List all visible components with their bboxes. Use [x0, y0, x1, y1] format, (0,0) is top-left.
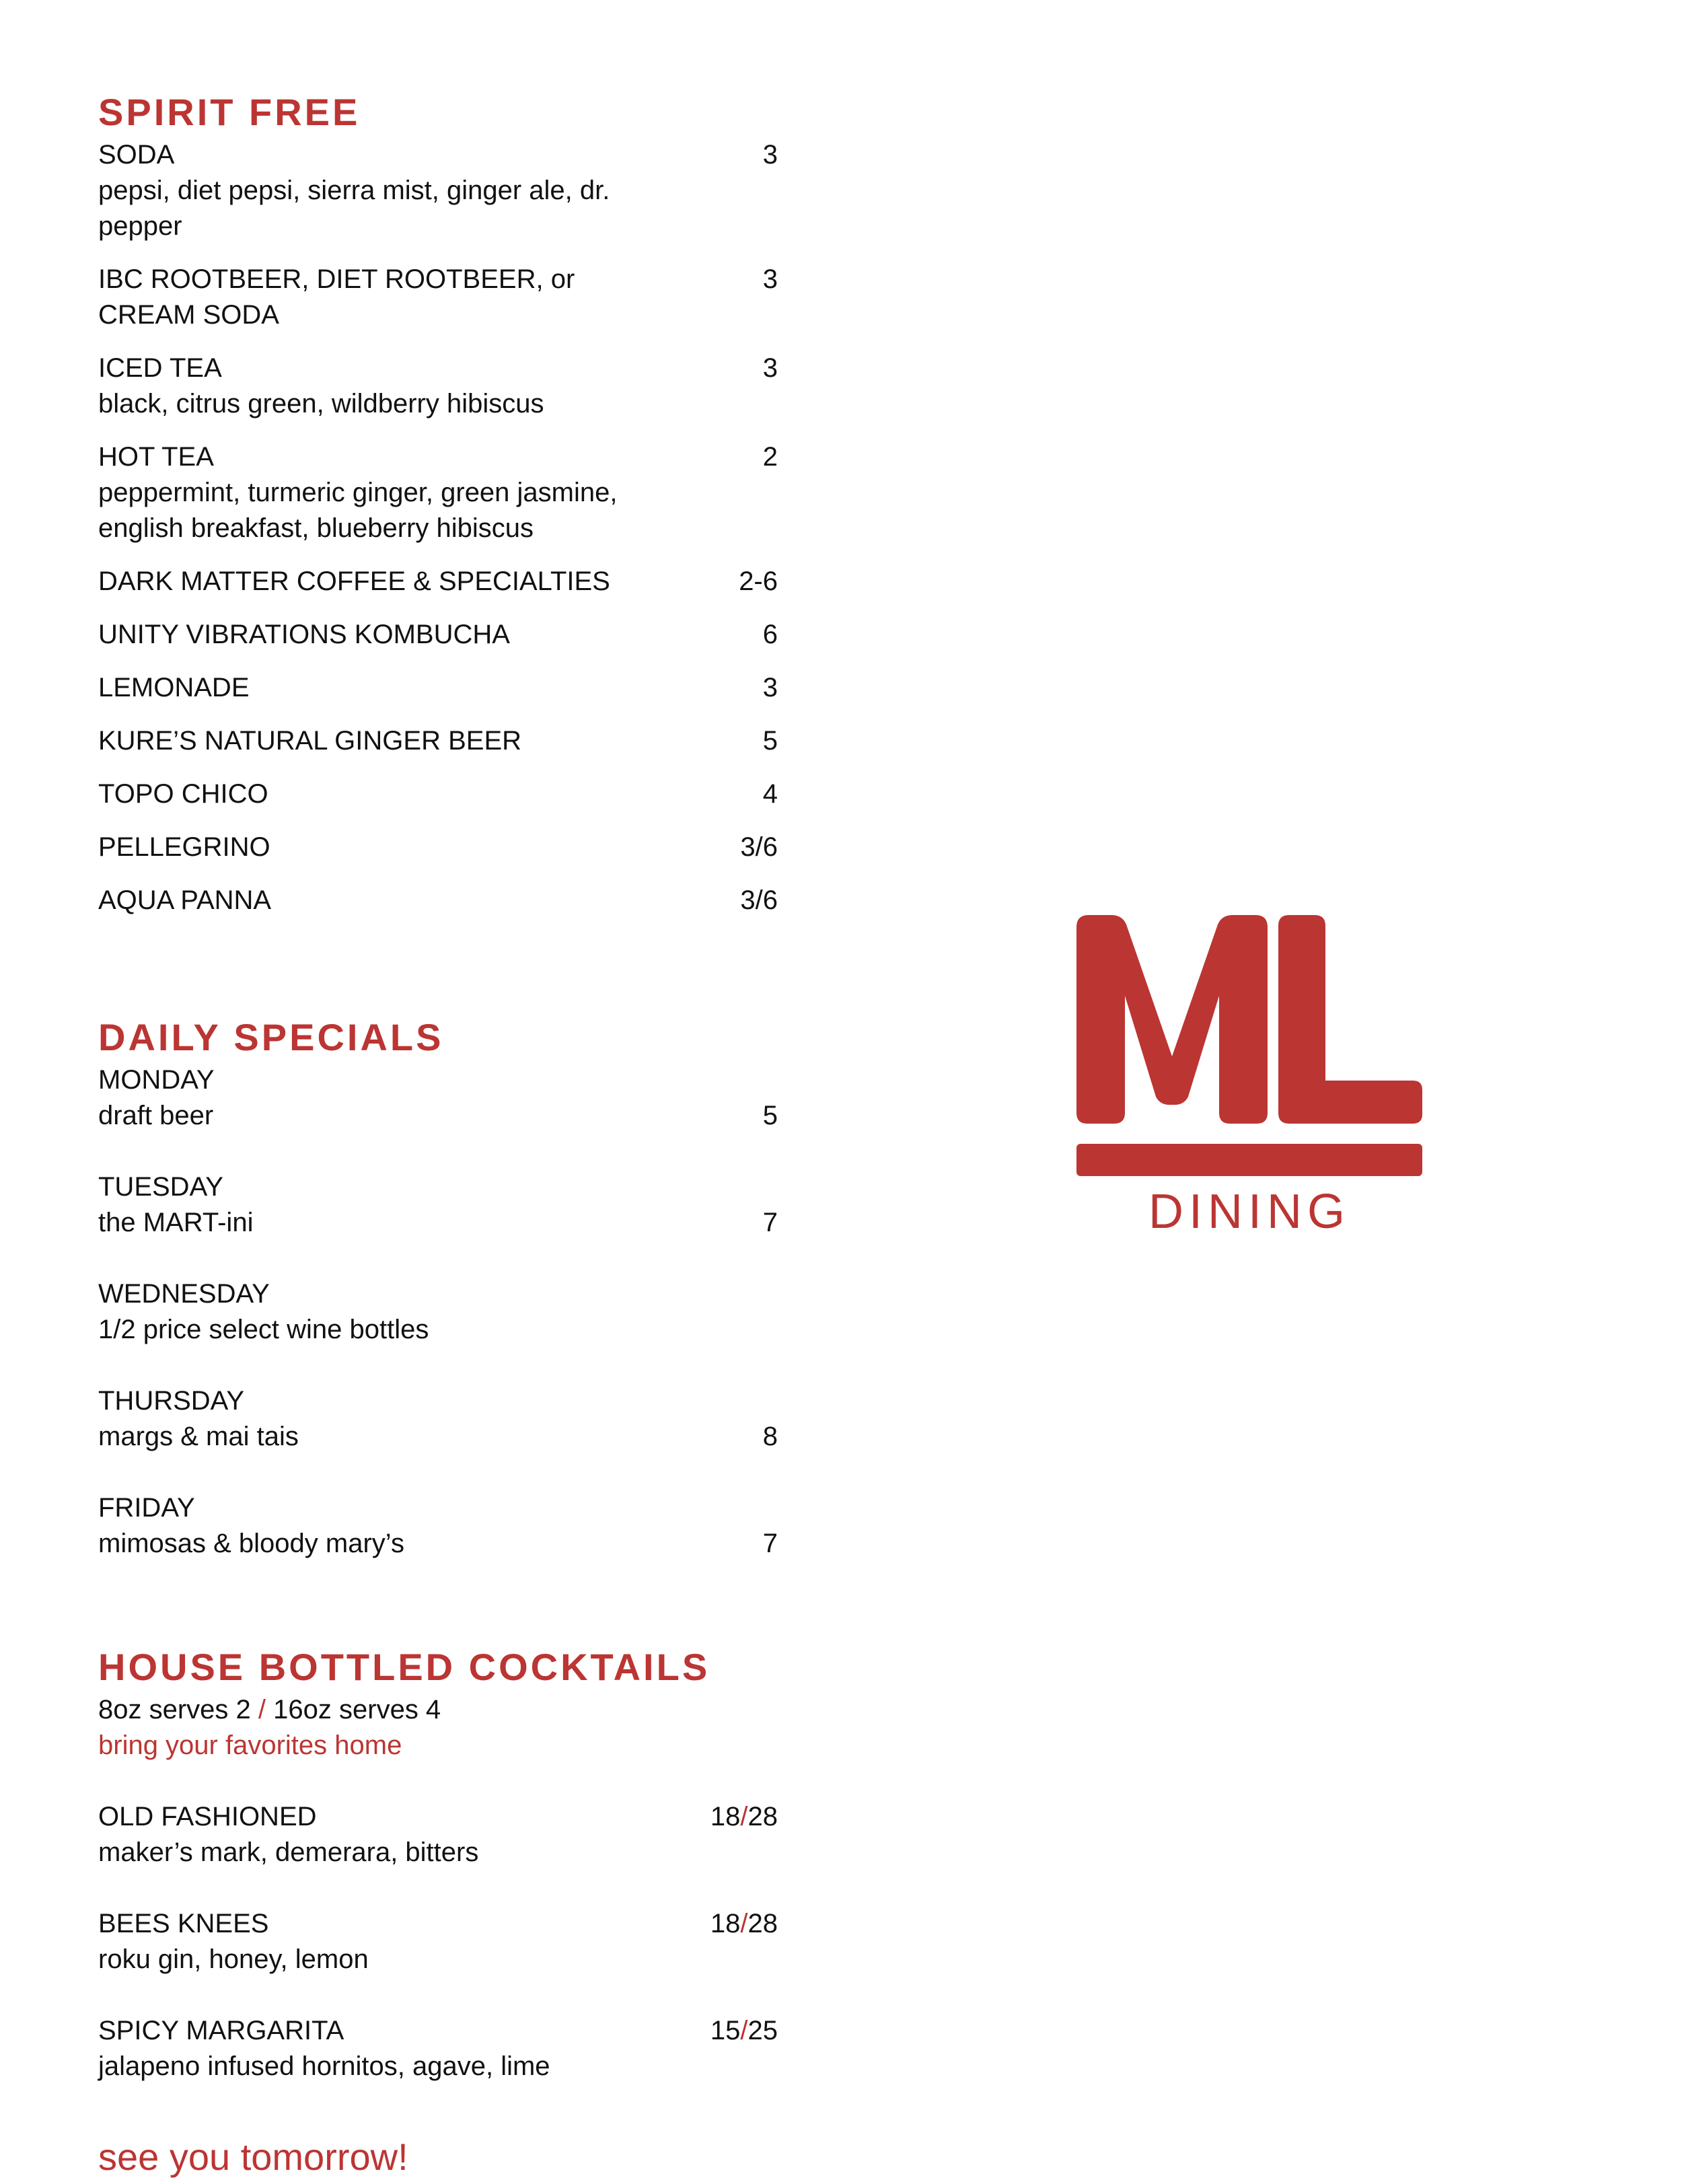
serving-sizes — [98, 1692, 778, 1728]
menu-item-ginger-beer — [98, 723, 778, 759]
menu-item-topo-chico — [98, 776, 778, 812]
cocktail-spicy-margarita — [98, 2013, 778, 2084]
spirit-free-section — [98, 87, 778, 918]
price-small: 15 — [710, 2016, 741, 2045]
price-small: 18 — [710, 1909, 741, 1938]
item-description-line-2: english breakfast, blueberry hibiscus — [98, 513, 534, 543]
item-name: LEMONADE — [98, 673, 250, 702]
item-name: PELLEGRINO — [98, 832, 270, 862]
special-day: THURSDAY — [98, 1386, 245, 1416]
cocktail-price — [710, 1906, 778, 1942]
price-separator: / — [740, 2016, 748, 2045]
cocktail-name: BEES KNEES — [98, 1909, 269, 1938]
special-description: 1/2 price select wine bottles — [98, 1315, 429, 1344]
special-wednesday — [98, 1276, 778, 1348]
cocktails-tagline: bring your favorites home — [98, 1731, 402, 1760]
special-day: WEDNESDAY — [98, 1279, 270, 1309]
cocktail-price — [710, 2013, 778, 2049]
special-thursday — [98, 1383, 778, 1455]
cocktail-description: roku gin, honey, lemon — [98, 1944, 369, 1974]
section-title-daily-specials: DAILY SPECIALS — [98, 1016, 444, 1058]
item-price: 3/6 — [740, 832, 778, 862]
price-separator: / — [740, 1909, 748, 1938]
daily-specials-section — [98, 1013, 778, 1562]
cocktail-description: jalapeno infused hornitos, agave, lime — [98, 2051, 550, 2081]
menu-item-pellegrino — [98, 830, 778, 865]
serving-large: 16oz serves 4 — [273, 1695, 441, 1724]
item-description: pepsi, diet pepsi, sierra mist, ginger ale, dr. pepper — [98, 176, 610, 241]
menu-column — [98, 87, 778, 2184]
menu-item-lemonade — [98, 670, 778, 706]
special-day: MONDAY — [98, 1065, 215, 1095]
item-name: DARK MATTER COFFEE & SPECIALTIES — [98, 567, 610, 596]
item-name: ICED TEA — [98, 353, 222, 383]
cocktail-name: OLD FASHIONED — [98, 1802, 317, 1831]
item-price: 3 — [762, 140, 778, 170]
item-name: SODA — [98, 140, 175, 170]
menu-item-rootbeer — [98, 262, 778, 333]
closing-message: see you tomorrow! — [98, 2136, 408, 2178]
cocktail-bees-knees — [98, 1906, 778, 1977]
item-price: 2 — [762, 442, 778, 472]
ml-dining-logo — [1076, 915, 1426, 1239]
price-large: 28 — [747, 1909, 778, 1938]
special-price: 5 — [762, 1101, 778, 1130]
special-day: TUESDAY — [98, 1172, 223, 1202]
serving-separator: / — [258, 1695, 266, 1724]
special-description: mimosas & bloody mary’s — [98, 1529, 404, 1558]
serving-small: 8oz serves 2 — [98, 1695, 251, 1724]
special-friday — [98, 1490, 778, 1562]
special-description: draft beer — [98, 1101, 214, 1130]
cocktail-old-fashioned — [98, 1799, 778, 1870]
menu-item-aqua-panna — [98, 883, 778, 918]
item-name: HOT TEA — [98, 442, 214, 472]
item-price: 3/6 — [740, 885, 778, 915]
special-day: FRIDAY — [98, 1493, 195, 1523]
special-price: 7 — [762, 1208, 778, 1237]
item-price: 6 — [762, 620, 778, 649]
item-price: 3 — [762, 673, 778, 702]
special-description: the MART-ini — [98, 1208, 254, 1237]
cocktail-price — [710, 1799, 778, 1835]
price-large: 25 — [747, 2016, 778, 2045]
logo-subtitle: DINING — [1148, 1185, 1350, 1239]
menu-item-coffee — [98, 564, 778, 599]
item-price: 5 — [762, 726, 778, 756]
menu-item-soda — [98, 137, 778, 244]
special-price: 8 — [762, 1422, 778, 1451]
special-monday — [98, 1062, 778, 1134]
item-description: peppermint, turmeric ginger, green jasmine, — [98, 478, 618, 507]
section-spacer — [98, 918, 778, 1013]
item-name: UNITY VIBRATIONS KOMBUCHA — [98, 620, 510, 649]
special-price: 7 — [762, 1529, 778, 1558]
item-price: 3 — [762, 353, 778, 383]
section-title-house-cocktails: HOUSE BOTTLED COCKTAILS — [98, 1646, 710, 1688]
item-description: black, citrus green, wildberry hibiscus — [98, 389, 544, 418]
item-name: KURE’S NATURAL GINGER BEER — [98, 726, 522, 756]
menu-item-hot-tea — [98, 439, 778, 546]
price-separator: / — [740, 1802, 748, 1831]
section-title-spirit-free: SPIRIT FREE — [98, 91, 361, 133]
special-tuesday — [98, 1169, 778, 1241]
cocktail-description: maker’s mark, demerara, bitters — [98, 1837, 479, 1867]
section-spacer — [98, 1562, 778, 1642]
item-name: AQUA PANNA — [98, 885, 272, 915]
logo-letters — [1076, 915, 1426, 1130]
menu-item-iced-tea — [98, 351, 778, 422]
item-price: 4 — [762, 779, 778, 809]
item-name: TOPO CHICO — [98, 779, 268, 809]
menu-item-kombucha — [98, 617, 778, 653]
price-large: 28 — [747, 1802, 778, 1831]
cocktails-spacer — [98, 1763, 778, 1799]
house-cocktails-section — [98, 1642, 778, 2084]
special-description: margs & mai tais — [98, 1422, 299, 1451]
item-price: 3 — [762, 264, 778, 294]
logo-underline-bar — [1076, 1144, 1422, 1176]
price-small: 18 — [710, 1802, 741, 1831]
cocktail-name: SPICY MARGARITA — [98, 2016, 344, 2045]
item-name: IBC ROOTBEER, DIET ROOTBEER, or CREAM SODA — [98, 264, 575, 330]
item-price: 2-6 — [739, 567, 778, 596]
